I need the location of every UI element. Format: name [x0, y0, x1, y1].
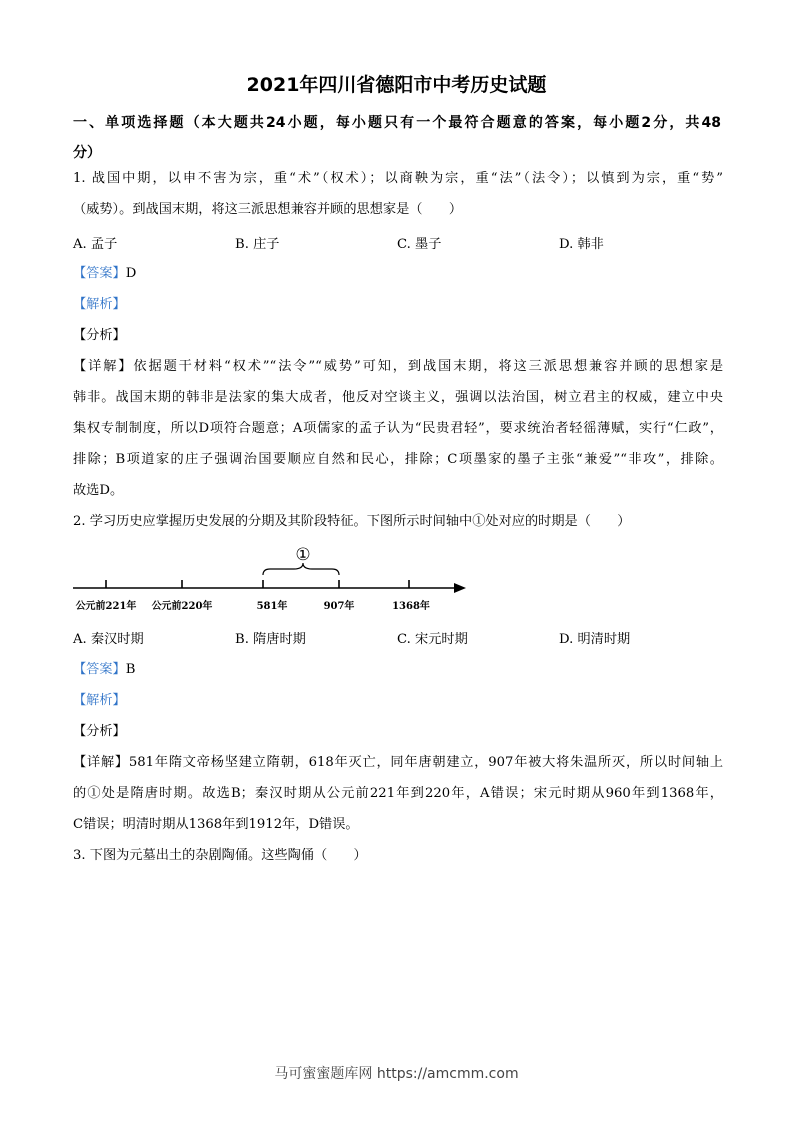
section-heading-line-1: 一、单项选择题（本大题共24小题，每小题只有一个最符合题意的答案，每小题2分，共48 — [73, 115, 721, 131]
q2-fenxi-line — [73, 717, 723, 747]
detail-label: 【详解】 — [73, 359, 134, 374]
q1-stem-line-2: （威势）。到战国末期，将这三派思想兼容并顾的思想家是（ ） — [73, 202, 463, 217]
q2-analysis-tag-line — [73, 686, 723, 716]
q1-answer-value: D — [125, 266, 137, 281]
q1-option-b: B. 庄子 — [235, 237, 280, 252]
q2-option-b: B. 隋唐时期 — [235, 632, 306, 647]
q2-detail-text-1: 581年隋文帝杨坚建立隋朝，618年灭亡，同年唐朝建立，907年被大将朱温所灭，所以时间轴上 — [128, 755, 724, 770]
q1-detail-line-4: 排除；B项道家的庄子强调治国要顺应自然和民心，排除；C项墨家的墨子主张“兼爱”“非攻”，排除。 — [73, 452, 723, 467]
q2-answer — [73, 655, 723, 685]
q2-option-d: D. 明清时期 — [559, 632, 631, 647]
fenxi-label: 【分析】 — [73, 724, 126, 739]
timeline-label-2: 公元前220年 — [151, 601, 213, 612]
q2-option-c: C. 宋元时期 — [397, 632, 468, 647]
q2-stem: 2. 学习历史应掌握历史发展的分期及其阶段特征。下图所示时间轴中①处对应的时期是（ ） — [73, 514, 631, 529]
q1-stem-line-1: 1. 战国中期，以申不害为宗，重“术”（权术）；以商鞅为宗，重“法”（法令）；以慎到为宗，重“势” — [73, 171, 723, 186]
timeline-label-3: 581年 — [256, 601, 288, 612]
q1-detail-text-1: 依据题干材料“权术”“法令”“威势”可知，到战国末期，将这三派思想兼容并顾的思想家是 — [133, 359, 724, 374]
q1-option-c: C. 墨子 — [397, 237, 442, 252]
q1-detail-line-5: 故选D。 — [73, 483, 124, 498]
answer-tag: 【答案】 — [73, 662, 126, 677]
fenxi-label: 【分析】 — [73, 328, 126, 343]
analysis-tag: 【解析】 — [73, 297, 126, 312]
q1-option-d: D. 韩非 — [559, 237, 604, 252]
q1-detail-line-3: 集权专制制度，所以D项符合题意；A项儒家的孟子认为“民贵君轻”，要求统治者轻徭薄赋，实行“仁政”， — [73, 421, 723, 436]
section-heading — [73, 108, 721, 168]
q1-analysis-tag-line — [73, 290, 723, 320]
timeline-label-1: 公元前221年 — [75, 601, 137, 612]
timeline-diagram — [68, 538, 468, 614]
timeline-label-5: 1368年 — [392, 601, 430, 612]
q2-detail-line-2: 的①处是隋唐时期。故选B；秦汉时期从公元前221年到220年，A错误；宋元时期从960年到1368年， — [73, 786, 723, 801]
timeline-marker: ① — [295, 545, 311, 565]
q2-answer-value: B — [125, 662, 136, 677]
page-title: 2021年四川省德阳市中考历史试题 — [246, 74, 547, 96]
q2-option-a: A. 秦汉时期 — [73, 632, 144, 647]
section-heading-line-2: 分） — [73, 145, 101, 161]
q1-detail-line-2: 韩非。战国末期的韩非是法家的集大成者，他反对空谈主义，强调以法治国，树立君主的权威，建立中央 — [73, 390, 723, 405]
q1-detail-line-1 — [73, 352, 723, 382]
q2-detail-line-1 — [73, 748, 723, 778]
answer-tag: 【答案】 — [73, 266, 126, 281]
q1-answer — [73, 259, 723, 289]
q2-detail-line-3: C错误；明清时期从1368年到1912年，D错误。 — [73, 817, 359, 832]
q3-stem: 3. 下图为元墓出土的杂剧陶俑。这些陶俑（ ） — [73, 848, 367, 863]
q1-fenxi-line — [73, 321, 723, 351]
q1-option-a: A. 孟子 — [73, 237, 118, 252]
analysis-tag: 【解析】 — [73, 693, 126, 708]
timeline-arrow-icon — [454, 583, 466, 593]
detail-label: 【详解】 — [73, 755, 129, 770]
footer-watermark: 马可蜜蜜题库网 https://amcmm.com — [274, 1066, 519, 1082]
timeline-label-4: 907年 — [323, 601, 355, 612]
